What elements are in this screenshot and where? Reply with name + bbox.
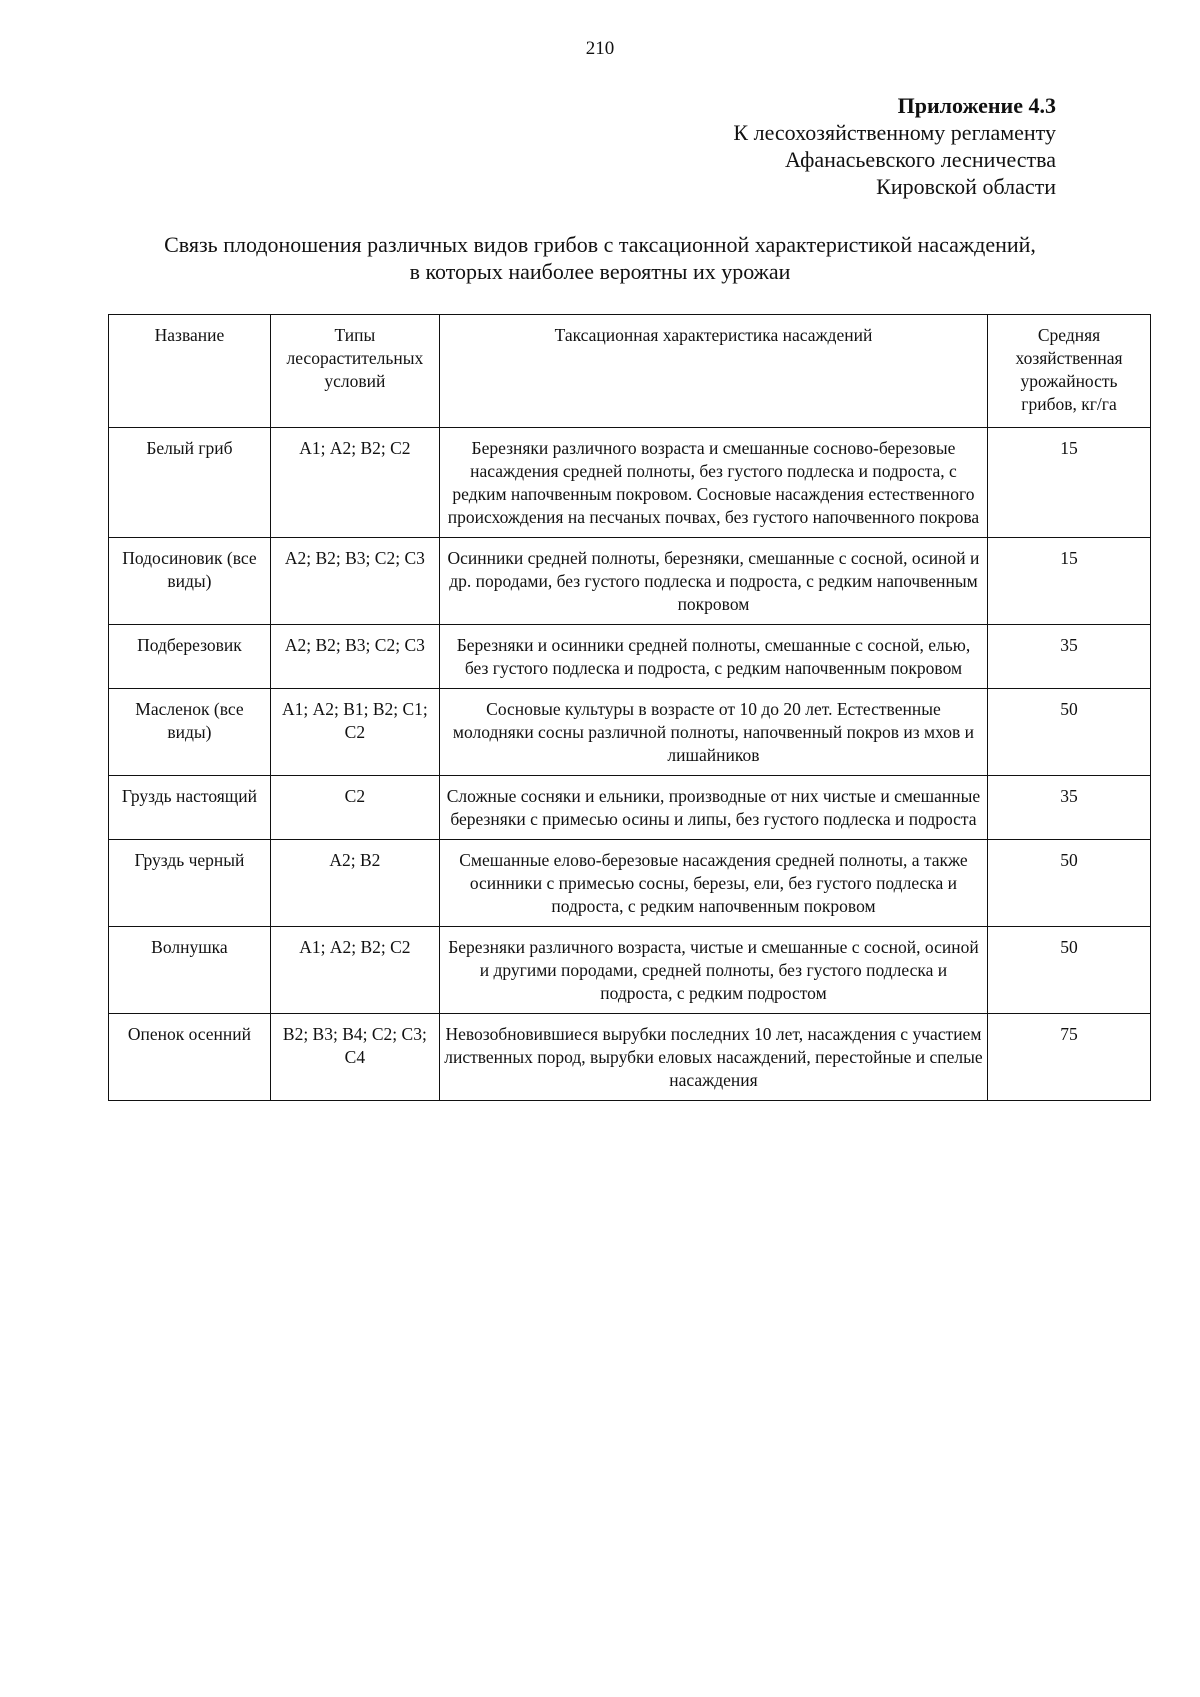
- cell-name: Волнушка: [109, 927, 271, 1014]
- cell-yield: 35: [988, 625, 1151, 689]
- cell-name: Подосиновик (все виды): [109, 538, 271, 625]
- cell-name: Масленок (все виды): [109, 689, 271, 776]
- cell-types: В2; В3; В4; С2; С3; С4: [270, 1014, 439, 1101]
- cell-characteristic: Сосновые культуры в возрасте от 10 до 20 лет. Естественные молодняки сосны различной полноты, напочвенный покров из мхов и лишайников: [439, 689, 987, 776]
- cell-yield: 15: [988, 428, 1151, 538]
- cell-characteristic: Осинники средней полноты, березняки, смешанные с сосной, осиной и др. породами, без густого подлеска и подроста, с редким напочвенным покровом: [439, 538, 987, 625]
- cell-characteristic: Березняки различного возраста и смешанные сосново-березовые насаждения средней полноты, без густого подлеска и подроста, с редким напочвенным покровом. Сосновые насаждения естественного происхождения на песчаных почвах, без густого напочвенного покрова: [439, 428, 987, 538]
- appendix-line: Афанасьевского лесничества: [785, 147, 1056, 172]
- table-row: [109, 840, 1151, 927]
- cell-characteristic: Березняки различного возраста, чистые и смешанные с сосной, осиной и другими породами, средней полноты, без густого подлеска и подроста, с редким подростом: [439, 927, 987, 1014]
- document-title-line: Связь плодоношения различных видов грибов с таксационной характеристикой насаждений,: [164, 232, 1036, 257]
- cell-types: А2; В2: [270, 840, 439, 927]
- cell-types: А1; А2; В2; С2: [270, 428, 439, 538]
- cell-name: Белый гриб: [109, 428, 271, 538]
- cell-name: Опенок осенний: [109, 1014, 271, 1101]
- cell-yield: 50: [988, 927, 1151, 1014]
- table-row: [109, 538, 1151, 625]
- mushroom-table: [108, 314, 1151, 1101]
- table-row: [109, 689, 1151, 776]
- cell-characteristic: Березняки и осинники средней полноты, смешанные с сосной, елью, без густого подлеска и подроста, с редким напочвенным покровом: [439, 625, 987, 689]
- cell-yield: 75: [988, 1014, 1151, 1101]
- cell-characteristic: Сложные сосняки и ельники, производные от них чистые и смешанные березняки с примесью осины и липы, без густого подлеска и подроста: [439, 776, 987, 840]
- table-row: [109, 927, 1151, 1014]
- cell-name: Груздь черный: [109, 840, 271, 927]
- page-number: 210: [585, 38, 615, 59]
- document-title-line: в которых наиболее вероятны их урожаи: [409, 259, 791, 284]
- cell-types: А1; А2; В2; С2: [270, 927, 439, 1014]
- cell-types: С2: [270, 776, 439, 840]
- appendix-title: Приложение 4.3: [897, 93, 1056, 118]
- cell-types: А1; А2; В1; В2; С1; С2: [270, 689, 439, 776]
- table-header-row: [109, 315, 1151, 428]
- appendix-header: [733, 92, 1056, 200]
- cell-types: А2; В2; В3; С2; С3: [270, 538, 439, 625]
- cell-characteristic: Смешанные елово-березовые насаждения средней полноты, а также осинники с примесью сосны, березы, ели, без густого подлеска и подроста, с редким напочвенным покровом: [439, 840, 987, 927]
- cell-name: Подберезовик: [109, 625, 271, 689]
- table-row: [109, 428, 1151, 538]
- header-yield: Средняя хозяйственная урожайность грибов, кг/га: [988, 315, 1151, 428]
- table-row: [109, 776, 1151, 840]
- cell-yield: 50: [988, 840, 1151, 927]
- cell-characteristic: Невозобновившиеся вырубки последних 10 лет, насаждения с участием лиственных пород, вырубки еловых насаждений, перестойные и спелые насаждения: [439, 1014, 987, 1101]
- cell-yield: 15: [988, 538, 1151, 625]
- table-row: [109, 625, 1151, 689]
- header-name: Название: [109, 315, 271, 428]
- document-title: [100, 231, 1100, 285]
- cell-types: А2; В2; В3; С2; С3: [270, 625, 439, 689]
- cell-yield: 35: [988, 776, 1151, 840]
- header-characteristic: Таксационная характеристика насаждений: [439, 315, 987, 428]
- cell-yield: 50: [988, 689, 1151, 776]
- cell-name: Груздь настоящий: [109, 776, 271, 840]
- appendix-line: К лесохозяйственному регламенту: [733, 120, 1056, 145]
- appendix-line: Кировской области: [876, 174, 1056, 199]
- header-types: Типы лесорастительных условий: [270, 315, 439, 428]
- table-row: [109, 1014, 1151, 1101]
